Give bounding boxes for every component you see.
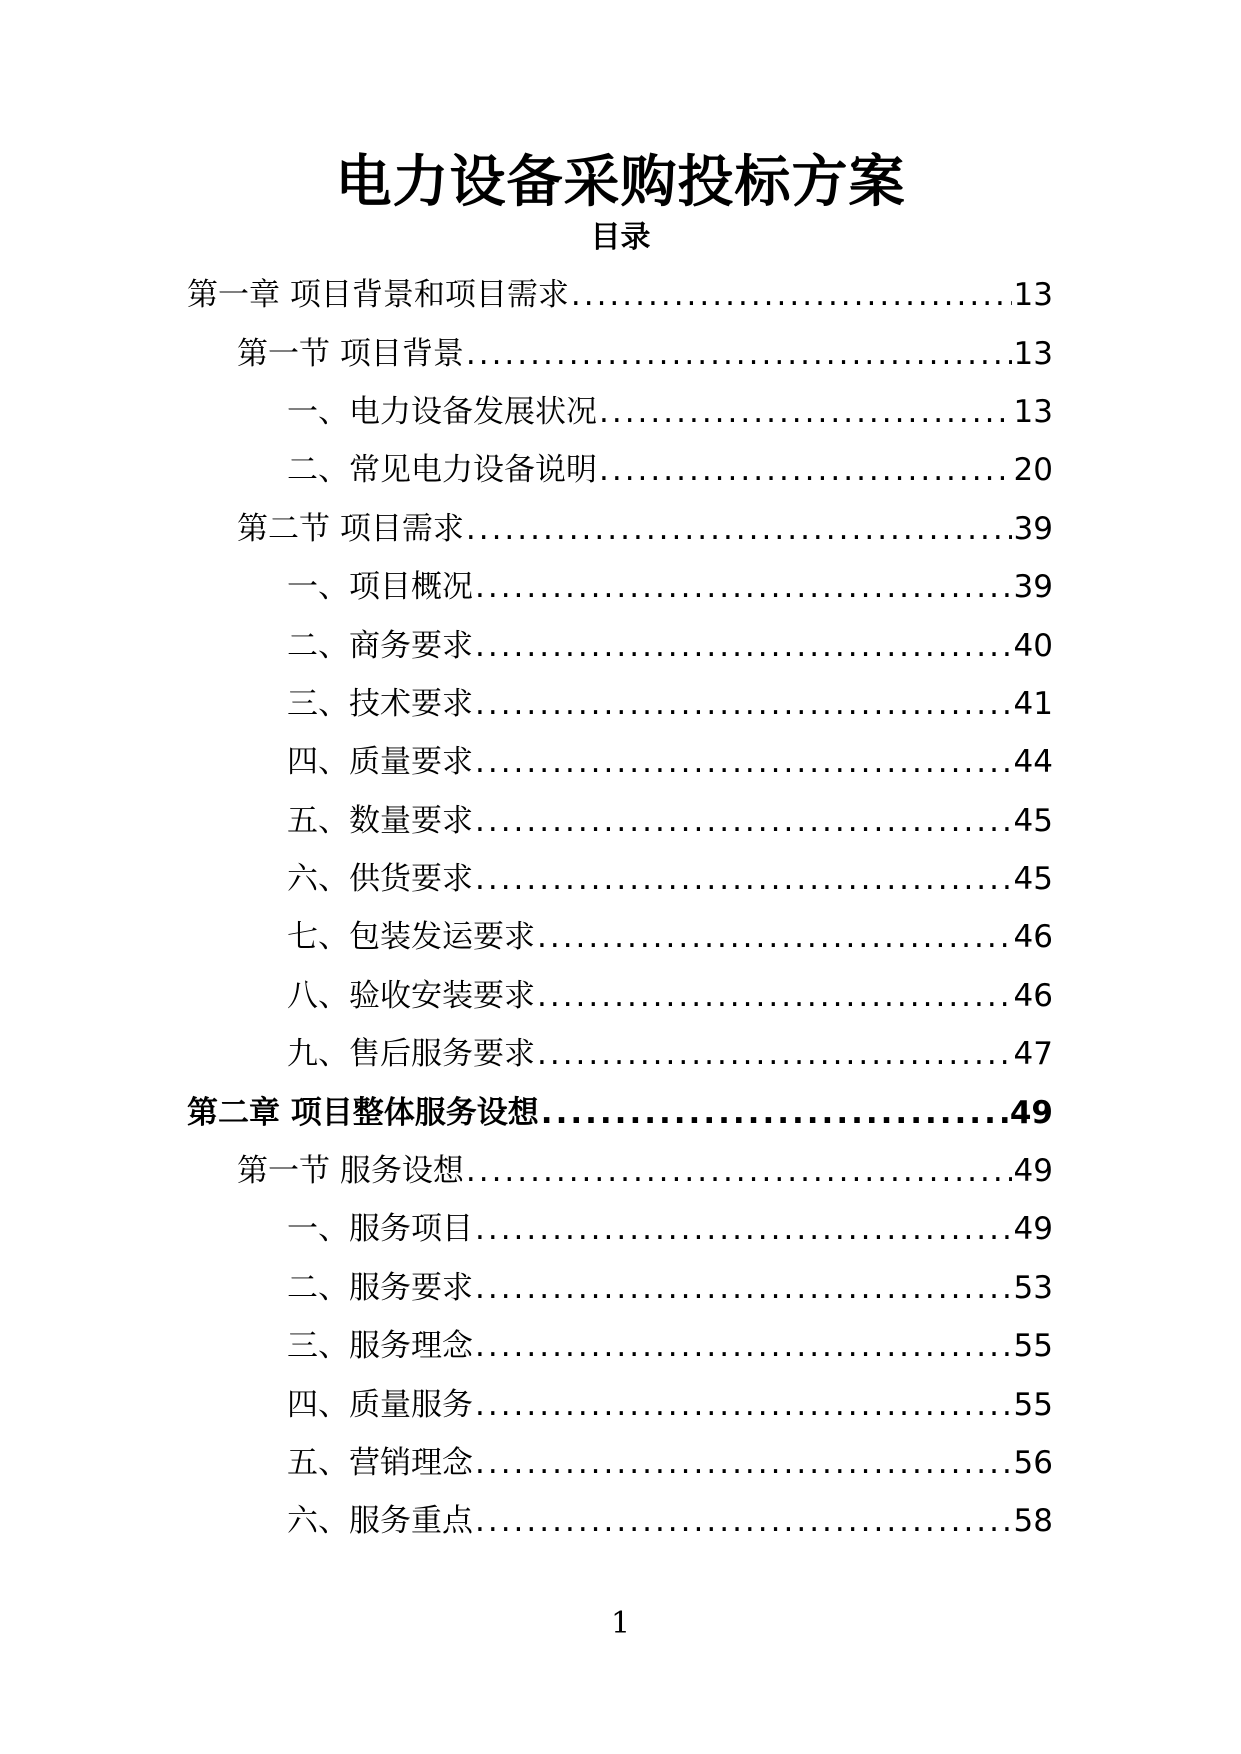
toc-entry-label: 二、常见电力设备说明 <box>287 452 597 489</box>
toc-dot-leader <box>599 392 1012 432</box>
toc-entry-page-number: 49 <box>1009 1094 1053 1131</box>
toc-entry-page-number: 56 <box>1013 1445 1053 1481</box>
toc-dot-leader <box>475 1501 1012 1541</box>
toc-entry-label: 二、服务要求 <box>287 1269 473 1306</box>
toc-dot-leader <box>571 275 1012 315</box>
toc-entry[interactable] <box>0 792 1053 850</box>
toc-dot-leader <box>466 1151 1012 1191</box>
toc-entry[interactable] <box>0 1492 1053 1550</box>
toc-entry-label: 八、验收安装要求 <box>287 977 535 1014</box>
toc-entry[interactable] <box>0 1434 1053 1492</box>
toc-entry-page-number: 53 <box>1013 1269 1053 1306</box>
toc-dot-leader <box>475 684 1012 724</box>
toc-dot-leader <box>475 1268 1012 1308</box>
toc-entry-page-number: 58 <box>1013 1503 1053 1540</box>
toc-heading: 目录 <box>590 220 651 255</box>
toc-dot-leader <box>475 742 1012 782</box>
toc-entry[interactable] <box>0 1200 1053 1258</box>
toc-entry[interactable] <box>0 850 1053 908</box>
table-of-contents <box>0 266 1241 1551</box>
toc-entry-page-number: 44 <box>1013 744 1053 781</box>
toc-entry-label: 五、营销理念 <box>287 1445 473 1481</box>
toc-entry-label: 第二节 项目需求 <box>237 510 464 547</box>
toc-dot-leader <box>475 801 1012 841</box>
toc-entry-page-number: 39 <box>1013 510 1053 547</box>
toc-entry-page-number: 13 <box>1013 335 1053 372</box>
toc-entry-page-number: 41 <box>1013 685 1053 722</box>
toc-entry[interactable] <box>0 908 1053 966</box>
toc-dot-leader <box>475 626 1012 666</box>
toc-dot-leader <box>475 567 1012 607</box>
toc-entry-page-number: 13 <box>1013 277 1053 314</box>
toc-entry[interactable] <box>0 967 1053 1025</box>
toc-dot-leader <box>599 450 1012 490</box>
toc-entry-label: 七、包装发运要求 <box>287 919 535 956</box>
toc-entry-label: 九、售后服务要求 <box>287 1036 535 1073</box>
toc-entry-label: 第一章 项目背景和项目需求 <box>187 277 569 314</box>
toc-entry-page-number: 13 <box>1013 393 1053 430</box>
toc-entry-label: 六、供货要求 <box>287 861 473 898</box>
toc-entry-label: 六、服务重点 <box>287 1503 473 1540</box>
toc-dot-leader <box>541 1093 1008 1133</box>
toc-entry-label: 二、商务要求 <box>287 627 473 664</box>
toc-entry-label: 四、质量要求 <box>287 744 473 781</box>
toc-entry-label: 三、技术要求 <box>287 685 473 722</box>
toc-entry-label: 一、项目概况 <box>287 569 473 606</box>
toc-entry[interactable] <box>0 675 1053 733</box>
toc-entry-page-number: 20 <box>1013 452 1053 489</box>
toc-entry[interactable] <box>0 616 1053 674</box>
toc-entry-page-number: 47 <box>1013 1036 1053 1073</box>
toc-entry-label: 第二章 项目整体服务设想 <box>187 1094 539 1131</box>
toc-dot-leader <box>466 509 1012 549</box>
toc-entry-label: 一、服务项目 <box>287 1211 473 1248</box>
toc-entry-page-number: 46 <box>1013 977 1053 1014</box>
toc-entry-page-number: 46 <box>1013 919 1053 956</box>
document-title: 电力设备采购投标方案 <box>335 150 906 215</box>
toc-entry[interactable] <box>0 733 1053 791</box>
toc-dot-leader <box>537 917 1012 957</box>
toc-entry-label: 四、质量服务 <box>287 1386 473 1423</box>
toc-dot-leader <box>475 1209 1012 1249</box>
toc-entry-page-number: 45 <box>1013 861 1053 898</box>
toc-entry[interactable] <box>0 1025 1053 1083</box>
toc-entry[interactable] <box>0 1259 1053 1317</box>
toc-dot-leader <box>466 334 1012 374</box>
toc-entry-page-number: 49 <box>1013 1211 1053 1248</box>
toc-entry-page-number: 45 <box>1013 802 1053 839</box>
toc-entry[interactable] <box>0 500 1053 558</box>
toc-entry[interactable] <box>0 1142 1053 1200</box>
toc-entry-page-number: 55 <box>1013 1328 1053 1365</box>
toc-entry-label: 第一节 项目背景 <box>237 335 464 372</box>
toc-entry-label: 五、数量要求 <box>287 802 473 839</box>
toc-entry-page-number: 40 <box>1013 627 1053 664</box>
toc-entry[interactable] <box>0 266 1053 324</box>
toc-dot-leader <box>475 1443 1012 1483</box>
toc-entry-page-number: 39 <box>1013 569 1053 606</box>
toc-dot-leader <box>537 976 1012 1016</box>
toc-entry[interactable] <box>0 558 1053 616</box>
toc-entry[interactable] <box>0 441 1053 499</box>
toc-entry[interactable] <box>0 324 1053 382</box>
toc-entry-label: 第一节 服务设想 <box>237 1153 464 1190</box>
toc-dot-leader <box>537 1034 1012 1074</box>
toc-entry-page-number: 49 <box>1013 1153 1053 1190</box>
toc-entry[interactable] <box>0 383 1053 441</box>
toc-entry-label: 一、电力设备发展状况 <box>287 393 597 430</box>
toc-entry-page-number: 55 <box>1013 1386 1053 1423</box>
toc-dot-leader <box>475 1326 1012 1366</box>
toc-entry[interactable] <box>0 1083 1053 1141</box>
toc-entry[interactable] <box>0 1375 1053 1433</box>
toc-dot-leader <box>475 859 1012 899</box>
toc-dot-leader <box>475 1385 1012 1425</box>
toc-entry-label: 三、服务理念 <box>287 1328 473 1365</box>
toc-entry[interactable] <box>0 1317 1053 1375</box>
page-number: 1 <box>610 1606 631 1641</box>
